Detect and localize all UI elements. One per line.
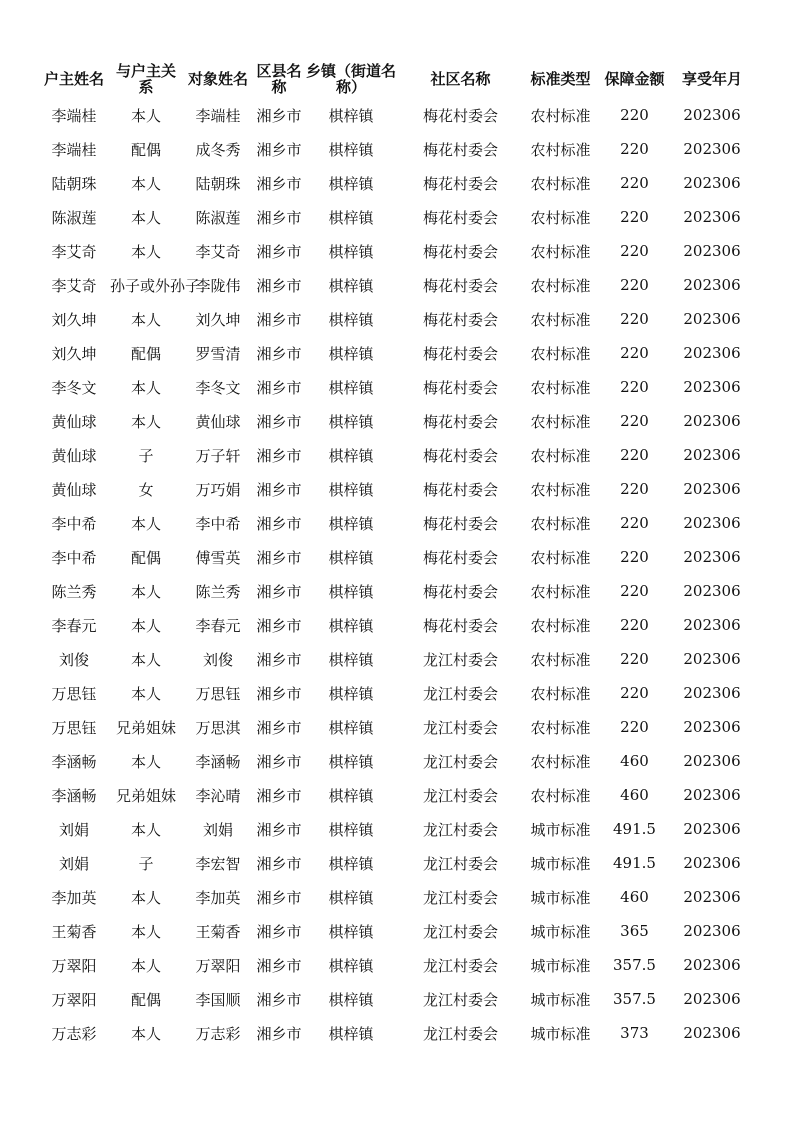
community-cell: 龙江村委会 (422, 990, 498, 1009)
standard-type-cell: 城市标准 (530, 1024, 591, 1043)
community-cell: 梅花村委会 (422, 446, 498, 465)
period-cell: 202306 (683, 854, 741, 872)
amount-cell: 460 (620, 752, 649, 770)
table-header (38, 60, 753, 98)
recipient-name-cell: 刘久坤 (195, 310, 241, 329)
household-head-cell: 李涵畅 (51, 786, 97, 805)
amount-cell: 460 (620, 888, 649, 906)
county-cell: 湘乡市 (256, 174, 302, 193)
relation-cell: 配偶 (130, 990, 161, 1009)
standard-type-cell: 农村标准 (530, 616, 591, 635)
amount-cell: 357.5 (613, 956, 656, 974)
county-cell: 湘乡市 (256, 480, 302, 499)
table-row (38, 268, 753, 302)
county-cell: 湘乡市 (256, 582, 302, 601)
header-amount: 保障金额 (604, 70, 665, 88)
relation-cell: 本人 (130, 412, 161, 431)
recipient-name-cell: 万思淇 (195, 718, 241, 737)
table-row (38, 812, 753, 846)
relation-cell: 本人 (130, 242, 161, 261)
table-row (38, 608, 753, 642)
standard-type-cell: 城市标准 (530, 888, 591, 907)
amount-cell: 220 (620, 480, 649, 498)
county-cell: 湘乡市 (256, 854, 302, 873)
period-cell: 202306 (683, 548, 741, 566)
table-row (38, 234, 753, 268)
standard-type-cell: 城市标准 (530, 956, 591, 975)
amount-cell: 220 (620, 140, 649, 158)
amount-cell: 220 (620, 548, 649, 566)
table-row (38, 472, 753, 506)
period-cell: 202306 (683, 956, 741, 974)
county-cell: 湘乡市 (256, 718, 302, 737)
period-cell: 202306 (683, 174, 741, 192)
period-cell: 202306 (683, 208, 741, 226)
amount-cell: 220 (620, 616, 649, 634)
table-row (38, 710, 753, 744)
period-cell: 202306 (683, 616, 741, 634)
relation-cell: 本人 (130, 684, 161, 703)
community-cell: 龙江村委会 (422, 650, 498, 669)
amount-cell: 491.5 (613, 820, 656, 838)
community-cell: 梅花村委会 (422, 480, 498, 499)
county-cell: 湘乡市 (256, 548, 302, 567)
table-row (38, 778, 753, 812)
header-row (38, 60, 753, 98)
county-cell: 湘乡市 (256, 650, 302, 669)
table-row (38, 370, 753, 404)
relation-cell: 子 (138, 446, 154, 465)
amount-cell: 220 (620, 650, 649, 668)
standard-type-cell: 农村标准 (530, 650, 591, 669)
community-cell: 龙江村委会 (422, 684, 498, 703)
amount-cell: 220 (620, 446, 649, 464)
period-cell: 202306 (683, 446, 741, 464)
township-cell: 棋梓镇 (328, 752, 374, 771)
table-row (38, 574, 753, 608)
county-cell: 湘乡市 (256, 956, 302, 975)
period-cell: 202306 (683, 140, 741, 158)
table-row (38, 676, 753, 710)
amount-cell: 220 (620, 276, 649, 294)
recipient-name-cell: 傅雪英 (195, 548, 241, 567)
household-head-cell: 刘久坤 (51, 310, 97, 329)
header-recipient-name: 对象姓名 (187, 70, 248, 88)
household-head-cell: 刘娟 (58, 820, 89, 839)
period-cell: 202306 (683, 480, 741, 498)
period-cell: 202306 (683, 718, 741, 736)
standard-type-cell: 农村标准 (530, 480, 591, 499)
recipient-name-cell: 万翠阳 (195, 956, 241, 975)
county-cell: 湘乡市 (256, 820, 302, 839)
period-cell: 202306 (683, 412, 741, 430)
recipient-name-cell: 陈兰秀 (195, 582, 241, 601)
amount-cell: 220 (620, 718, 649, 736)
township-cell: 棋梓镇 (328, 412, 374, 431)
county-cell: 湘乡市 (256, 1024, 302, 1043)
household-head-cell: 李中希 (51, 548, 97, 567)
period-cell: 202306 (683, 922, 741, 940)
relation-cell: 配偶 (130, 140, 161, 159)
household-head-cell: 王菊香 (51, 922, 97, 941)
table-row (38, 404, 753, 438)
relation-cell: 孙子或外孙子 (110, 276, 201, 295)
relation-cell: 本人 (130, 106, 161, 125)
table-row (38, 948, 753, 982)
recipient-name-cell: 李沁晴 (195, 786, 241, 805)
household-head-cell: 李涵畅 (51, 752, 97, 771)
community-cell: 龙江村委会 (422, 1024, 498, 1043)
amount-cell: 373 (620, 1024, 649, 1042)
household-head-cell: 陈兰秀 (51, 582, 97, 601)
standard-type-cell: 农村标准 (530, 786, 591, 805)
recipient-name-cell: 王菊香 (195, 922, 241, 941)
household-head-cell: 万思钰 (51, 684, 97, 703)
community-cell: 梅花村委会 (422, 140, 498, 159)
amount-cell: 220 (620, 582, 649, 600)
period-cell: 202306 (683, 650, 741, 668)
standard-type-cell: 农村标准 (530, 208, 591, 227)
recipient-name-cell: 陆朝珠 (195, 174, 241, 193)
standard-type-cell: 农村标准 (530, 174, 591, 193)
township-cell: 棋梓镇 (328, 514, 374, 533)
recipient-name-cell: 刘俊 (202, 650, 233, 669)
header-community: 社区名称 (430, 70, 491, 88)
relation-cell: 本人 (130, 582, 161, 601)
township-cell: 棋梓镇 (328, 888, 374, 907)
standard-type-cell: 农村标准 (530, 140, 591, 159)
period-cell: 202306 (683, 378, 741, 396)
township-cell: 棋梓镇 (328, 548, 374, 567)
township-cell: 棋梓镇 (328, 820, 374, 839)
household-head-cell: 李艾奇 (51, 242, 97, 261)
county-cell: 湘乡市 (256, 276, 302, 295)
period-cell: 202306 (683, 276, 741, 294)
community-cell: 梅花村委会 (422, 378, 498, 397)
township-cell: 棋梓镇 (328, 480, 374, 499)
table-row (38, 200, 753, 234)
county-cell: 湘乡市 (256, 514, 302, 533)
standard-type-cell: 农村标准 (530, 548, 591, 567)
table-row (38, 846, 753, 880)
recipient-name-cell: 黄仙球 (195, 412, 241, 431)
period-cell: 202306 (683, 514, 741, 532)
relation-cell: 本人 (130, 922, 161, 941)
county-cell: 湘乡市 (256, 446, 302, 465)
amount-cell: 220 (620, 242, 649, 260)
township-cell: 棋梓镇 (328, 208, 374, 227)
community-cell: 梅花村委会 (422, 548, 498, 567)
community-cell: 梅花村委会 (422, 242, 498, 261)
community-cell: 梅花村委会 (422, 276, 498, 295)
period-cell: 202306 (683, 786, 741, 804)
header-township: 乡镇（街道名称） (305, 62, 396, 96)
standard-type-cell: 农村标准 (530, 446, 591, 465)
township-cell: 棋梓镇 (328, 786, 374, 805)
household-head-cell: 李艾奇 (51, 276, 97, 295)
township-cell: 棋梓镇 (328, 344, 374, 363)
amount-cell: 220 (620, 174, 649, 192)
county-cell: 湘乡市 (256, 786, 302, 805)
relation-cell: 本人 (130, 514, 161, 533)
recipient-name-cell: 万巧娟 (195, 480, 241, 499)
township-cell: 棋梓镇 (328, 990, 374, 1009)
county-cell: 湘乡市 (256, 208, 302, 227)
relation-cell: 本人 (130, 956, 161, 975)
household-head-cell: 陈淑莲 (51, 208, 97, 227)
community-cell: 梅花村委会 (422, 412, 498, 431)
county-cell: 湘乡市 (256, 378, 302, 397)
township-cell: 棋梓镇 (328, 106, 374, 125)
recipient-name-cell: 李春元 (195, 616, 241, 635)
amount-cell: 365 (620, 922, 649, 940)
relation-cell: 本人 (130, 820, 161, 839)
household-head-cell: 刘久坤 (51, 344, 97, 363)
recipient-name-cell: 万思钰 (195, 684, 241, 703)
period-cell: 202306 (683, 242, 741, 260)
household-head-cell: 黄仙球 (51, 446, 97, 465)
period-cell: 202306 (683, 106, 741, 124)
household-head-cell: 黄仙球 (51, 480, 97, 499)
community-cell: 龙江村委会 (422, 786, 498, 805)
household-head-cell: 刘俊 (58, 650, 89, 669)
community-cell: 梅花村委会 (422, 208, 498, 227)
township-cell: 棋梓镇 (328, 378, 374, 397)
community-cell: 梅花村委会 (422, 582, 498, 601)
township-cell: 棋梓镇 (328, 446, 374, 465)
county-cell: 湘乡市 (256, 106, 302, 125)
household-head-cell: 刘娟 (58, 854, 89, 873)
standard-type-cell: 城市标准 (530, 854, 591, 873)
county-cell: 湘乡市 (256, 310, 302, 329)
household-head-cell: 李加英 (51, 888, 97, 907)
period-cell: 202306 (683, 1024, 741, 1042)
table-row (38, 642, 753, 676)
table-row (38, 540, 753, 574)
recipient-name-cell: 罗雪清 (195, 344, 241, 363)
household-head-cell: 李中希 (51, 514, 97, 533)
relation-cell: 本人 (130, 616, 161, 635)
table-row (38, 914, 753, 948)
recipient-name-cell: 李艾奇 (195, 242, 241, 261)
table-row (38, 1016, 753, 1050)
household-head-cell: 李端桂 (51, 140, 97, 159)
community-cell: 梅花村委会 (422, 344, 498, 363)
county-cell: 湘乡市 (256, 752, 302, 771)
period-cell: 202306 (683, 888, 741, 906)
township-cell: 棋梓镇 (328, 684, 374, 703)
township-cell: 棋梓镇 (328, 276, 374, 295)
relation-cell: 子 (138, 854, 154, 873)
period-cell: 202306 (683, 344, 741, 362)
recipient-name-cell: 万子轩 (195, 446, 241, 465)
community-cell: 龙江村委会 (422, 718, 498, 737)
community-cell: 龙江村委会 (422, 922, 498, 941)
household-head-cell: 万志彩 (51, 1024, 97, 1043)
township-cell: 棋梓镇 (328, 242, 374, 261)
standard-type-cell: 农村标准 (530, 514, 591, 533)
township-cell: 棋梓镇 (328, 616, 374, 635)
recipient-name-cell: 李冬文 (195, 378, 241, 397)
household-head-cell: 万翠阳 (51, 990, 97, 1009)
relation-cell: 本人 (130, 752, 161, 771)
recipient-name-cell: 李涵畅 (195, 752, 241, 771)
community-cell: 龙江村委会 (422, 752, 498, 771)
recipient-name-cell: 万志彩 (195, 1024, 241, 1043)
table-row (38, 982, 753, 1016)
amount-cell: 220 (620, 412, 649, 430)
period-cell: 202306 (683, 752, 741, 770)
amount-cell: 220 (620, 310, 649, 328)
county-cell: 湘乡市 (256, 888, 302, 907)
amount-cell: 220 (620, 208, 649, 226)
table-row (38, 506, 753, 540)
community-cell: 梅花村委会 (422, 310, 498, 329)
township-cell: 棋梓镇 (328, 718, 374, 737)
standard-type-cell: 城市标准 (530, 820, 591, 839)
community-cell: 梅花村委会 (422, 174, 498, 193)
community-cell: 梅花村委会 (422, 106, 498, 125)
amount-cell: 220 (620, 378, 649, 396)
amount-cell: 220 (620, 514, 649, 532)
period-cell: 202306 (683, 684, 741, 702)
township-cell: 棋梓镇 (328, 956, 374, 975)
table-row (38, 880, 753, 914)
township-cell: 棋梓镇 (328, 922, 374, 941)
period-cell: 202306 (683, 990, 741, 1008)
standard-type-cell: 农村标准 (530, 378, 591, 397)
county-cell: 湘乡市 (256, 616, 302, 635)
amount-cell: 220 (620, 344, 649, 362)
table-row (38, 98, 753, 132)
recipient-name-cell: 李国顺 (195, 990, 241, 1009)
community-cell: 龙江村委会 (422, 854, 498, 873)
township-cell: 棋梓镇 (328, 174, 374, 193)
household-head-cell: 黄仙球 (51, 412, 97, 431)
table-body (38, 98, 753, 1050)
benefit-roster-table (38, 60, 753, 1050)
recipient-name-cell: 陈淑莲 (195, 208, 241, 227)
township-cell: 棋梓镇 (328, 1024, 374, 1043)
county-cell: 湘乡市 (256, 990, 302, 1009)
standard-type-cell: 农村标准 (530, 106, 591, 125)
community-cell: 梅花村委会 (422, 514, 498, 533)
table-row (38, 744, 753, 778)
household-head-cell: 陆朝珠 (51, 174, 97, 193)
township-cell: 棋梓镇 (328, 854, 374, 873)
community-cell: 龙江村委会 (422, 820, 498, 839)
township-cell: 棋梓镇 (328, 582, 374, 601)
amount-cell: 491.5 (613, 854, 656, 872)
amount-cell: 357.5 (613, 990, 656, 1008)
standard-type-cell: 农村标准 (530, 582, 591, 601)
standard-type-cell: 农村标准 (530, 752, 591, 771)
township-cell: 棋梓镇 (328, 140, 374, 159)
table-row (38, 132, 753, 166)
header-relation: 与户主关系 (115, 62, 176, 96)
household-head-cell: 万思钰 (51, 718, 97, 737)
township-cell: 棋梓镇 (328, 310, 374, 329)
table-row (38, 438, 753, 472)
community-cell: 龙江村委会 (422, 956, 498, 975)
header-county: 区县名称 (256, 62, 302, 96)
county-cell: 湘乡市 (256, 344, 302, 363)
standard-type-cell: 农村标准 (530, 344, 591, 363)
header-standard-type: 标准类型 (530, 70, 591, 88)
relation-cell: 本人 (130, 378, 161, 397)
standard-type-cell: 农村标准 (530, 310, 591, 329)
standard-type-cell: 农村标准 (530, 684, 591, 703)
header-household-head: 户主姓名 (43, 70, 104, 88)
period-cell: 202306 (683, 820, 741, 838)
period-cell: 202306 (683, 310, 741, 328)
relation-cell: 本人 (130, 174, 161, 193)
relation-cell: 本人 (130, 650, 161, 669)
recipient-name-cell: 成冬秀 (195, 140, 241, 159)
standard-type-cell: 农村标准 (530, 242, 591, 261)
relation-cell: 女 (138, 480, 154, 499)
recipient-name-cell: 李加英 (195, 888, 241, 907)
recipient-name-cell: 刘娟 (202, 820, 233, 839)
recipient-name-cell: 李中希 (195, 514, 241, 533)
standard-type-cell: 农村标准 (530, 412, 591, 431)
relation-cell: 本人 (130, 310, 161, 329)
community-cell: 龙江村委会 (422, 888, 498, 907)
county-cell: 湘乡市 (256, 140, 302, 159)
relation-cell: 兄弟姐妹 (115, 718, 176, 737)
standard-type-cell: 城市标准 (530, 990, 591, 1009)
household-head-cell: 李端桂 (51, 106, 97, 125)
household-head-cell: 李春元 (51, 616, 97, 635)
relation-cell: 本人 (130, 208, 161, 227)
relation-cell: 兄弟姐妹 (115, 786, 176, 805)
household-head-cell: 李冬文 (51, 378, 97, 397)
relation-cell: 配偶 (130, 344, 161, 363)
relation-cell: 配偶 (130, 548, 161, 567)
amount-cell: 460 (620, 786, 649, 804)
table-row (38, 302, 753, 336)
county-cell: 湘乡市 (256, 242, 302, 261)
table-row (38, 336, 753, 370)
recipient-name-cell: 李端桂 (195, 106, 241, 125)
township-cell: 棋梓镇 (328, 650, 374, 669)
relation-cell: 本人 (130, 888, 161, 907)
standard-type-cell: 城市标准 (530, 922, 591, 941)
household-head-cell: 万翠阳 (51, 956, 97, 975)
community-cell: 梅花村委会 (422, 616, 498, 635)
amount-cell: 220 (620, 106, 649, 124)
county-cell: 湘乡市 (256, 412, 302, 431)
table-row (38, 166, 753, 200)
header-period: 享受年月 (681, 70, 742, 88)
recipient-name-cell: 李陇伟 (195, 276, 241, 295)
relation-cell: 本人 (130, 1024, 161, 1043)
standard-type-cell: 农村标准 (530, 718, 591, 737)
county-cell: 湘乡市 (256, 922, 302, 941)
amount-cell: 220 (620, 684, 649, 702)
recipient-name-cell: 李宏智 (195, 854, 241, 873)
county-cell: 湘乡市 (256, 684, 302, 703)
standard-type-cell: 农村标准 (530, 276, 591, 295)
period-cell: 202306 (683, 582, 741, 600)
